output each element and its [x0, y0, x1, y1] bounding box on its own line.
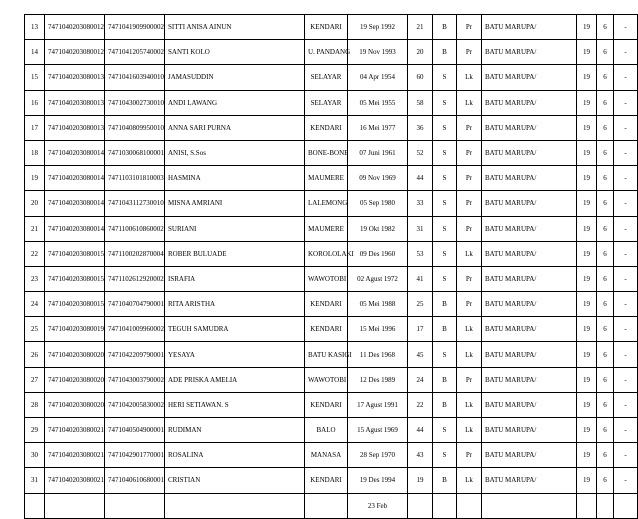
address-cell: BATU MARUPA/ — [482, 115, 577, 140]
id-number-cell: 7471043003790002 — [105, 367, 165, 392]
row-number-cell: 31 — [25, 468, 45, 493]
rw-number-cell: 6 — [597, 166, 614, 191]
id-number-cell: 7471041009960002 — [105, 317, 165, 342]
birth-place-cell: WAWOTOBI — [305, 367, 348, 392]
birth-date-cell: 11 Des 1968 — [348, 342, 408, 367]
resident-name-cell: ANNA SARI PURNA — [165, 115, 305, 140]
rw-number-cell: 6 — [597, 468, 614, 493]
birth-place-cell — [305, 493, 348, 518]
resident-name-cell: ANDI LAWANG — [165, 90, 305, 115]
family-card-number-cell: 7471040203080021 — [45, 443, 105, 468]
table-row — [25, 65, 638, 90]
rw-number-cell: 6 — [597, 115, 614, 140]
table-row — [25, 15, 638, 40]
id-number-cell: 7471043112730010 — [105, 191, 165, 216]
age-cell — [408, 493, 433, 518]
id-number-cell: 7471041909900002 — [105, 15, 165, 40]
row-number-cell: 26 — [25, 342, 45, 367]
address-cell: BATU MARUPA/ — [482, 40, 577, 65]
table-row — [25, 468, 638, 493]
marital-status-cell: S — [433, 90, 457, 115]
gender-cell: Pr — [457, 15, 482, 40]
note-cell: - — [614, 468, 638, 493]
table-row — [25, 266, 638, 291]
resident-name-cell: YESAYA — [165, 342, 305, 367]
id-number-cell: 7471041205740002 — [105, 40, 165, 65]
row-number-cell: 23 — [25, 266, 45, 291]
note-cell: - — [614, 241, 638, 266]
note-cell: - — [614, 367, 638, 392]
family-card-number-cell: 7471040203080021 — [45, 418, 105, 443]
birth-date-cell: 07 Juni 1961 — [348, 140, 408, 165]
birth-place-cell: BATU KASIGI — [305, 342, 348, 367]
family-card-number-cell — [45, 493, 105, 518]
age-cell: 41 — [408, 266, 433, 291]
marital-status-cell: B — [433, 468, 457, 493]
gender-cell — [457, 493, 482, 518]
resident-name-cell: SITTI ANISA AINUN — [165, 15, 305, 40]
rw-number-cell: 6 — [597, 140, 614, 165]
row-number-cell: 19 — [25, 166, 45, 191]
rt-number-cell: 19 — [577, 216, 597, 241]
table-row — [25, 317, 638, 342]
resident-name-cell: RUDIMAN — [165, 418, 305, 443]
address-cell: BATU MARUPA/ — [482, 191, 577, 216]
address-cell: BATU MARUPA/ — [482, 65, 577, 90]
resident-table — [24, 14, 638, 519]
note-cell: - — [614, 166, 638, 191]
rw-number-cell: 6 — [597, 443, 614, 468]
rw-number-cell: 6 — [597, 317, 614, 342]
gender-cell: Lk — [457, 342, 482, 367]
row-number-cell: 29 — [25, 418, 45, 443]
gender-cell: Lk — [457, 241, 482, 266]
rt-number-cell: 19 — [577, 191, 597, 216]
gender-cell: Pr — [457, 292, 482, 317]
id-number-cell: 7471103101810003 — [105, 166, 165, 191]
address-cell: BATU MARUPA/ — [482, 292, 577, 317]
birth-place-cell: BONE-BONE — [305, 140, 348, 165]
birth-place-cell: KENDARI — [305, 468, 348, 493]
table-row — [25, 367, 638, 392]
rw-number-cell: 6 — [597, 90, 614, 115]
gender-cell: Pr — [457, 166, 482, 191]
family-card-number-cell: 7471040203080013 — [45, 115, 105, 140]
table-row — [25, 292, 638, 317]
rt-number-cell: 19 — [577, 292, 597, 317]
resident-name-cell: HERI SETIAWAN. S — [165, 392, 305, 417]
address-cell: BATU MARUPA/ — [482, 15, 577, 40]
birth-place-cell: KENDARI — [305, 392, 348, 417]
birth-place-cell: KENDARI — [305, 115, 348, 140]
resident-name-cell: HASMINA — [165, 166, 305, 191]
rt-number-cell: 19 — [577, 392, 597, 417]
marital-status-cell: S — [433, 266, 457, 291]
address-cell: BATU MARUPA/ — [482, 468, 577, 493]
rw-number-cell: 6 — [597, 266, 614, 291]
row-number-cell: 27 — [25, 367, 45, 392]
marital-status-cell: B — [433, 40, 457, 65]
birth-place-cell: U. PANDANG — [305, 40, 348, 65]
gender-cell: Lk — [457, 65, 482, 90]
rt-number-cell: 19 — [577, 468, 597, 493]
marital-status-cell: B — [433, 367, 457, 392]
birth-place-cell: KENDARI — [305, 292, 348, 317]
resident-name-cell: ISRAFIA — [165, 266, 305, 291]
age-cell: 60 — [408, 65, 433, 90]
row-number-cell: 13 — [25, 15, 45, 40]
resident-name-cell: ROSALINA — [165, 443, 305, 468]
row-number-cell: 20 — [25, 191, 45, 216]
note-cell: - — [614, 292, 638, 317]
age-cell: 44 — [408, 166, 433, 191]
birth-date-cell: 12 Des 1989 — [348, 367, 408, 392]
age-cell: 19 — [408, 468, 433, 493]
id-number-cell — [105, 493, 165, 518]
id-number-cell: 7471042209790001 — [105, 342, 165, 367]
note-cell: - — [614, 216, 638, 241]
rt-number-cell: 19 — [577, 115, 597, 140]
birth-date-cell: 28 Sep 1970 — [348, 443, 408, 468]
gender-cell: Pr — [457, 40, 482, 65]
id-number-cell: 7471040504900001 — [105, 418, 165, 443]
gender-cell: Lk — [457, 90, 482, 115]
marital-status-cell — [433, 493, 457, 518]
table-row — [25, 418, 638, 443]
id-number-cell: 7471100610860002 — [105, 216, 165, 241]
note-cell — [614, 493, 638, 518]
marital-status-cell: S — [433, 443, 457, 468]
resident-name-cell: TEGUH SAMUDRA — [165, 317, 305, 342]
marital-status-cell: B — [433, 317, 457, 342]
marital-status-cell: B — [433, 15, 457, 40]
id-number-cell: 7471042005830002 — [105, 392, 165, 417]
gender-cell: Pr — [457, 367, 482, 392]
rt-number-cell: 19 — [577, 317, 597, 342]
resident-name-cell: ROBER BULUADE — [165, 241, 305, 266]
gender-cell: Pr — [457, 443, 482, 468]
address-cell: BATU MARUPA/ — [482, 166, 577, 191]
birth-place-cell: SELAYAR — [305, 65, 348, 90]
resident-name-cell: MISNA AMRIANI — [165, 191, 305, 216]
family-card-number-cell: 7471040203080013 — [45, 65, 105, 90]
resident-name-cell: ADE PRISKA AMELIA — [165, 367, 305, 392]
age-cell: 25 — [408, 292, 433, 317]
rt-number-cell: 19 — [577, 266, 597, 291]
row-number-cell: 28 — [25, 392, 45, 417]
marital-status-cell: S — [433, 65, 457, 90]
birth-place-cell: BALO — [305, 418, 348, 443]
row-number-cell — [25, 493, 45, 518]
rt-number-cell — [577, 493, 597, 518]
resident-name-cell: CRISTIAN — [165, 468, 305, 493]
resident-name-cell: ANISI, S.Sos — [165, 140, 305, 165]
rt-number-cell: 19 — [577, 367, 597, 392]
birth-place-cell: MAUMERE — [305, 166, 348, 191]
birth-place-cell: MANASA — [305, 443, 348, 468]
rt-number-cell: 19 — [577, 241, 597, 266]
birth-place-cell: LALEMONG — [305, 191, 348, 216]
rt-number-cell: 19 — [577, 40, 597, 65]
rw-number-cell: 6 — [597, 15, 614, 40]
resident-name-cell: SURIANI — [165, 216, 305, 241]
row-number-cell: 22 — [25, 241, 45, 266]
id-number-cell: 7471100202870004 — [105, 241, 165, 266]
table-row — [25, 166, 638, 191]
id-number-cell: 7471041603940010 — [105, 65, 165, 90]
gender-cell: Pr — [457, 216, 482, 241]
rw-number-cell: 6 — [597, 342, 614, 367]
rw-number-cell: 6 — [597, 418, 614, 443]
family-card-number-cell: 7471040203080015 — [45, 241, 105, 266]
age-cell: 17 — [408, 317, 433, 342]
gender-cell: Lk — [457, 317, 482, 342]
note-cell: - — [614, 443, 638, 468]
table-row — [25, 40, 638, 65]
address-cell: BATU MARUPA/ — [482, 342, 577, 367]
gender-cell: Pr — [457, 140, 482, 165]
birth-date-cell: 19 Nov 1993 — [348, 40, 408, 65]
birth-date-cell: 19 Sep 1992 — [348, 15, 408, 40]
address-cell: BATU MARUPA/ — [482, 140, 577, 165]
rt-number-cell: 19 — [577, 443, 597, 468]
marital-status-cell: S — [433, 191, 457, 216]
note-cell: - — [614, 392, 638, 417]
marital-status-cell: B — [433, 392, 457, 417]
address-cell: BATU MARUPA/ — [482, 216, 577, 241]
table-row — [25, 443, 638, 468]
age-cell: 20 — [408, 40, 433, 65]
row-number-cell: 24 — [25, 292, 45, 317]
rt-number-cell: 19 — [577, 140, 597, 165]
rw-number-cell: 6 — [597, 216, 614, 241]
address-cell: BATU MARUPA/ — [482, 266, 577, 291]
marital-status-cell: S — [433, 166, 457, 191]
address-cell — [482, 493, 577, 518]
age-cell: 53 — [408, 241, 433, 266]
family-card-number-cell: 7471040203080012 — [45, 40, 105, 65]
resident-name-cell: RITA ARISTHA — [165, 292, 305, 317]
table-row — [25, 241, 638, 266]
table-row — [25, 115, 638, 140]
table-row — [25, 140, 638, 165]
address-cell: BATU MARUPA/ — [482, 392, 577, 417]
birth-date-cell: 05 Mei 1955 — [348, 90, 408, 115]
birth-place-cell: KENDARI — [305, 15, 348, 40]
gender-cell: Pr — [457, 266, 482, 291]
address-cell: BATU MARUPA/ — [482, 317, 577, 342]
rw-number-cell: 6 — [597, 392, 614, 417]
address-cell: BATU MARUPA/ — [482, 367, 577, 392]
birth-date-cell: 19 Okt 1982 — [348, 216, 408, 241]
rt-number-cell: 19 — [577, 166, 597, 191]
note-cell: - — [614, 418, 638, 443]
note-cell: - — [614, 15, 638, 40]
resident-name-cell — [165, 493, 305, 518]
gender-cell: Pr — [457, 191, 482, 216]
age-cell: 43 — [408, 443, 433, 468]
birth-place-cell: WAWOTOBI — [305, 266, 348, 291]
rw-number-cell — [597, 493, 614, 518]
family-card-number-cell: 7471040203080014 — [45, 191, 105, 216]
birth-date-cell: 09 Des 1960 — [348, 241, 408, 266]
family-card-number-cell: 7471040203080020 — [45, 342, 105, 367]
note-cell: - — [614, 40, 638, 65]
age-cell: 36 — [408, 115, 433, 140]
rt-number-cell: 19 — [577, 65, 597, 90]
birth-date-cell: 02 Agust 1972 — [348, 266, 408, 291]
birth-date-cell: 05 Sep 1980 — [348, 191, 408, 216]
id-number-cell: 7471042901770001 — [105, 443, 165, 468]
age-cell: 31 — [408, 216, 433, 241]
id-number-cell: 7471040704790001 — [105, 292, 165, 317]
id-number-cell: 7471040809950010 — [105, 115, 165, 140]
gender-cell: Lk — [457, 418, 482, 443]
rw-number-cell: 6 — [597, 367, 614, 392]
row-number-cell: 18 — [25, 140, 45, 165]
family-card-number-cell: 7471040203080015 — [45, 266, 105, 291]
row-number-cell: 17 — [25, 115, 45, 140]
rw-number-cell: 6 — [597, 65, 614, 90]
family-card-number-cell: 7471040203080013 — [45, 90, 105, 115]
address-cell: BATU MARUPA/ — [482, 90, 577, 115]
row-number-cell: 21 — [25, 216, 45, 241]
id-number-cell: 7471040610680001 — [105, 468, 165, 493]
note-cell: - — [614, 140, 638, 165]
birth-date-cell: 04 Apr 1954 — [348, 65, 408, 90]
family-card-number-cell: 7471040203080014 — [45, 216, 105, 241]
family-card-number-cell: 7471040203080019 — [45, 317, 105, 342]
resident-name-cell: JAMASUDDIN — [165, 65, 305, 90]
family-card-number-cell: 7471040203080012 — [45, 15, 105, 40]
birth-date-cell: 19 Des 1994 — [348, 468, 408, 493]
rt-number-cell: 19 — [577, 342, 597, 367]
birth-place-cell: KENDARI — [305, 317, 348, 342]
family-card-number-cell: 7471040203080020 — [45, 367, 105, 392]
age-cell: 58 — [408, 90, 433, 115]
table-row — [25, 191, 638, 216]
note-cell: - — [614, 90, 638, 115]
table-row — [25, 90, 638, 115]
birth-date-cell: 17 Agust 1991 — [348, 392, 408, 417]
note-cell: - — [614, 266, 638, 291]
row-number-cell: 16 — [25, 90, 45, 115]
birth-date-cell: 15 Mei 1996 — [348, 317, 408, 342]
rt-number-cell: 19 — [577, 15, 597, 40]
note-cell: - — [614, 191, 638, 216]
id-number-cell: 7471030068100001 — [105, 140, 165, 165]
birth-place-cell: KOROLOLAKI — [305, 241, 348, 266]
family-card-number-cell: 7471040203080014 — [45, 166, 105, 191]
id-number-cell: 7471043002730010 — [105, 90, 165, 115]
age-cell: 45 — [408, 342, 433, 367]
table-row — [25, 392, 638, 417]
gender-cell: Pr — [457, 115, 482, 140]
gender-cell: Lk — [457, 468, 482, 493]
age-cell: 52 — [408, 140, 433, 165]
row-number-cell: 30 — [25, 443, 45, 468]
table-row — [25, 342, 638, 367]
family-card-number-cell: 7471040203080015 — [45, 292, 105, 317]
marital-status-cell: S — [433, 241, 457, 266]
resident-name-cell: SANTI KOLO — [165, 40, 305, 65]
marital-status-cell: S — [433, 140, 457, 165]
table-row-partial — [25, 493, 638, 518]
birth-date-cell: 05 Mei 1988 — [348, 292, 408, 317]
age-cell: 44 — [408, 418, 433, 443]
family-card-number-cell: 7471040203080020 — [45, 392, 105, 417]
address-cell: BATU MARUPA/ — [482, 241, 577, 266]
birth-place-cell: SELAYAR — [305, 90, 348, 115]
note-cell: - — [614, 317, 638, 342]
marital-status-cell: S — [433, 418, 457, 443]
address-cell: BATU MARUPA/ — [482, 443, 577, 468]
marital-status-cell: S — [433, 216, 457, 241]
note-cell: - — [614, 342, 638, 367]
rw-number-cell: 6 — [597, 292, 614, 317]
address-cell: BATU MARUPA/ — [482, 418, 577, 443]
age-cell: 21 — [408, 15, 433, 40]
age-cell: 33 — [408, 191, 433, 216]
family-card-number-cell: 7471040203080021 — [45, 468, 105, 493]
row-number-cell: 25 — [25, 317, 45, 342]
marital-status-cell: B — [433, 292, 457, 317]
age-cell: 22 — [408, 392, 433, 417]
rt-number-cell: 19 — [577, 418, 597, 443]
birth-place-cell: MAUMERE — [305, 216, 348, 241]
id-number-cell: 7471102612920002 — [105, 266, 165, 291]
age-cell: 24 — [408, 367, 433, 392]
family-card-number-cell: 7471040203080014 — [45, 140, 105, 165]
marital-status-cell: S — [433, 115, 457, 140]
note-cell: - — [614, 65, 638, 90]
birth-date-cell: 15 Agust 1969 — [348, 418, 408, 443]
note-cell: - — [614, 115, 638, 140]
row-number-cell: 14 — [25, 40, 45, 65]
rt-number-cell: 19 — [577, 90, 597, 115]
birth-date-cell: 09 Nov 1969 — [348, 166, 408, 191]
rw-number-cell: 6 — [597, 241, 614, 266]
birth-date-cell: 16 Mei 1977 — [348, 115, 408, 140]
row-number-cell: 15 — [25, 65, 45, 90]
rw-number-cell: 6 — [597, 191, 614, 216]
marital-status-cell: S — [433, 342, 457, 367]
table-row — [25, 216, 638, 241]
rw-number-cell: 6 — [597, 40, 614, 65]
gender-cell: Lk — [457, 392, 482, 417]
birth-date-cell: 23 Feb — [348, 493, 408, 518]
